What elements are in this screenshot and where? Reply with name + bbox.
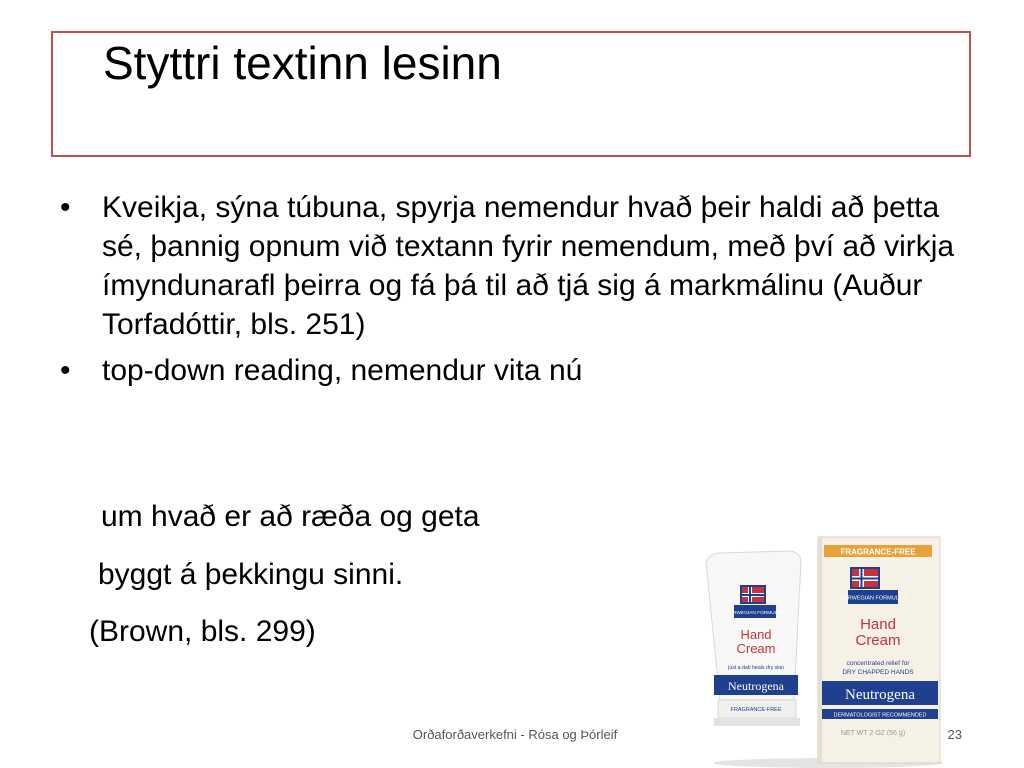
bullet-text: top-down reading, nemendur vita nú [102,354,583,387]
box-product-line2: Cream [855,632,901,649]
norwegian-flag-icon [850,567,880,589]
tube-tagline: just a dab heals dry skin [728,665,784,671]
box-desc1: concentrated relief for [846,660,910,667]
tube-formula-text: NORWEGIAN FORMULA® [725,611,785,616]
slide-footer: Orðaforðaverkefni - Rósa og Þórleif [412,727,618,742]
bullet-list [60,188,970,397]
box-badge-text: FRAGRANCE-FREE [840,547,916,557]
slide-title: Styttri textinn lesinn [103,37,502,89]
bullet-item [60,351,970,390]
box-recommend-text: DERMATOLOGIST RECOMMENDED [833,712,927,719]
box-brand-text: Neutrogena [845,687,915,703]
continuation-line: um hvað er að ræða og geta [101,500,480,533]
continuation-line: byggt á þekkingu sinni. [98,558,404,591]
box-formula-text: NORWEGIAN FORMULA® [839,595,907,602]
bullet-item [60,188,970,344]
tube-badge-text: FRAGRANCE-FREE [730,707,782,713]
norwegian-flag-icon [740,585,766,604]
page-number: 23 [947,727,962,742]
box-desc2: DRY CHAPPED HANDS [842,669,914,676]
bullet-text: Kveikja, sýna túbuna, spyrja nemendur hvað þeir haldi að þetta sé, þannig opnum við textann fyrir nemendum, með því að virkja ímyndunarafl þeirra og fá þá til að tjá sig á markmálinu (Auður Torfadóttir, bls. 251) [102,191,955,341]
bullet-marker: • [60,191,71,224]
box-product-line1: Hand [860,616,896,633]
box-weight-text: NET WT 2 OZ (56 g) [840,730,906,737]
bullet-marker: • [60,354,71,387]
tube-product-line1: Hand [740,627,772,642]
neutrogena-hand-cream-image [698,535,943,768]
product-tube [706,551,801,726]
continuation-line: (Brown, bls. 299) [89,615,316,648]
product-box [818,537,940,763]
tube-product-line2: Cream [736,641,776,656]
tube-brand-text: Neutrogena [728,679,784,693]
